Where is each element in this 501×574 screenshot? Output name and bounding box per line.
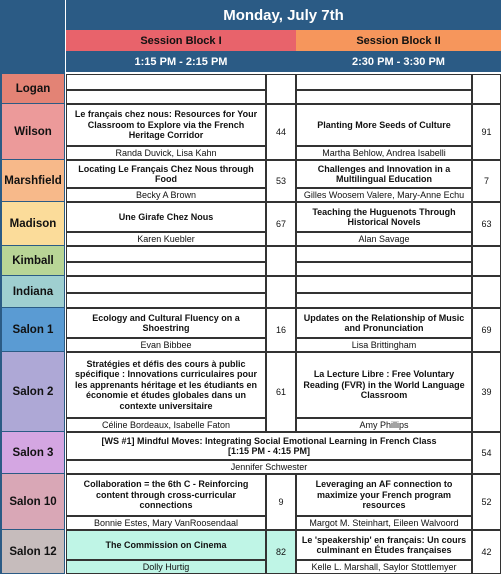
session-presenters: Lisa Brittingham [296, 338, 472, 352]
block1-time: 1:15 PM - 2:15 PM [66, 51, 296, 72]
date-title: Monday, July 7th [66, 0, 501, 30]
indiana-b2-top [296, 276, 472, 293]
room-salon-2: Salon 2 [2, 352, 64, 432]
session-title[interactable]: Updates on the Relationship of Music and Pronunciation [296, 308, 472, 338]
kimball-b2-bottom [296, 262, 472, 276]
block1-label: Session Block I [66, 30, 296, 51]
kimball-b1-top [66, 246, 266, 262]
session-number: 91 [472, 104, 501, 160]
room-indiana: Indiana [2, 276, 64, 308]
session-presenters: Gilles Woosem Valere, Mary-Anne Echu [296, 188, 472, 202]
workshop-cell[interactable] [66, 432, 472, 460]
session-title[interactable]: Locating Le Français Chez Nous through Food [66, 160, 266, 188]
session-number: 69 [472, 308, 501, 352]
room-salon-3: Salon 3 [2, 432, 64, 474]
session-number: 82 [266, 530, 296, 574]
kimball-b2-top [296, 246, 472, 262]
session-time: [1:15 PM - 4:15 PM] [227, 446, 311, 456]
header-corner [0, 0, 65, 72]
session-number: 42 [472, 530, 501, 574]
logan-b1-top [66, 74, 266, 90]
session-presenters: Margot M. Steinhart, Eileen Walvoord [296, 516, 472, 530]
session-presenters: Alan Savage [296, 232, 472, 246]
kimball-b1-bottom [66, 262, 266, 276]
session-presenters: Dolly Hurtig [66, 560, 266, 574]
session-title[interactable]: Collaboration = the 6th C - Reinforcing content through cross-curricular connections [66, 474, 266, 516]
session-title[interactable]: Challenges and Innovation in a Multilingual Education [296, 160, 472, 188]
session-title[interactable]: Le français chez nous: Resources for Your Classroom to Explore via the French Heritage Corridor [66, 104, 266, 146]
session-title[interactable]: Une Girafe Chez Nous [66, 202, 266, 232]
session-presenters: Martha Behlow, Andrea Isabelli [296, 146, 472, 160]
indiana-b1-top [66, 276, 266, 293]
session-presenters: Céline Bordeaux, Isabelle Faton [66, 418, 266, 432]
session-number: 16 [266, 308, 296, 352]
session-presenters: Randa Duvick, Lisa Kahn [66, 146, 266, 160]
session-title: [WS #1] Mindful Moves: Integrating Social Emotional Learning in French Class [101, 435, 437, 446]
session-title[interactable]: La Lecture Libre : Free Voluntary Reading (FVR) in the World Language Classroom [296, 352, 472, 418]
session-presenters: Jennifer Schwester [66, 460, 472, 474]
indiana-b2-bottom [296, 293, 472, 308]
room-salon-10: Salon 10 [2, 474, 64, 530]
logan-b1-num [266, 74, 296, 104]
session-number: 63 [472, 202, 501, 246]
session-title[interactable]: Ecology and Cultural Fluency on a Shoestring [66, 308, 266, 338]
room-marshfield: Marshfield [2, 160, 64, 202]
block2-label: Session Block II [296, 30, 501, 51]
kimball-b1-num [266, 246, 296, 276]
logan-b2-num [472, 74, 501, 104]
session-number: 53 [266, 160, 296, 202]
session-presenters: Karen Kuebler [66, 232, 266, 246]
session-number: 52 [472, 474, 501, 530]
room-kimball: Kimball [2, 246, 64, 276]
session-title[interactable]: Stratégies et défis des cours à public spécifique : Innovations curriculaires pour les apprenants héritage et les étudiants en économie et études globales dans un contexte universitaire [66, 352, 266, 418]
session-title[interactable]: The Commission on Cinema [66, 530, 266, 560]
room-wilson: Wilson [2, 104, 64, 160]
room-logan: Logan [2, 74, 64, 104]
room-salon-12: Salon 12 [2, 530, 64, 574]
session-presenters: Becky A Brown [66, 188, 266, 202]
room-salon-1: Salon 1 [2, 308, 64, 352]
session-number: 54 [472, 432, 501, 474]
logan-b1-bottom [66, 90, 266, 104]
logan-b2-bottom [296, 90, 472, 104]
indiana-b2-num [472, 276, 501, 308]
session-number: 67 [266, 202, 296, 246]
room-madison: Madison [2, 202, 64, 246]
session-title[interactable]: Le 'speakership' en français: Un cours culminant en Études françaises [296, 530, 472, 560]
session-title[interactable]: Teaching the Huguenots Through Historical Novels [296, 202, 472, 232]
session-number: 7 [472, 160, 501, 202]
session-presenters: Bonnie Estes, Mary VanRoosendaal [66, 516, 266, 530]
session-number: 39 [472, 352, 501, 432]
session-presenters: Kelle L. Marshall, Saylor Stottlemyer [296, 560, 472, 574]
session-presenters: Amy Phillips [296, 418, 472, 432]
indiana-b1-num [266, 276, 296, 308]
session-title[interactable]: Planting More Seeds of Culture [296, 104, 472, 146]
session-presenters: Evan Bibbee [66, 338, 266, 352]
logan-b2-top [296, 74, 472, 90]
kimball-b2-num [472, 246, 501, 276]
session-number: 44 [266, 104, 296, 160]
session-number: 61 [266, 352, 296, 432]
indiana-b1-bottom [66, 293, 266, 308]
session-title[interactable]: Leveraging an AF connection to maximize your French program resources [296, 474, 472, 516]
session-number: 9 [266, 474, 296, 530]
block2-time: 2:30 PM - 3:30 PM [296, 51, 501, 72]
